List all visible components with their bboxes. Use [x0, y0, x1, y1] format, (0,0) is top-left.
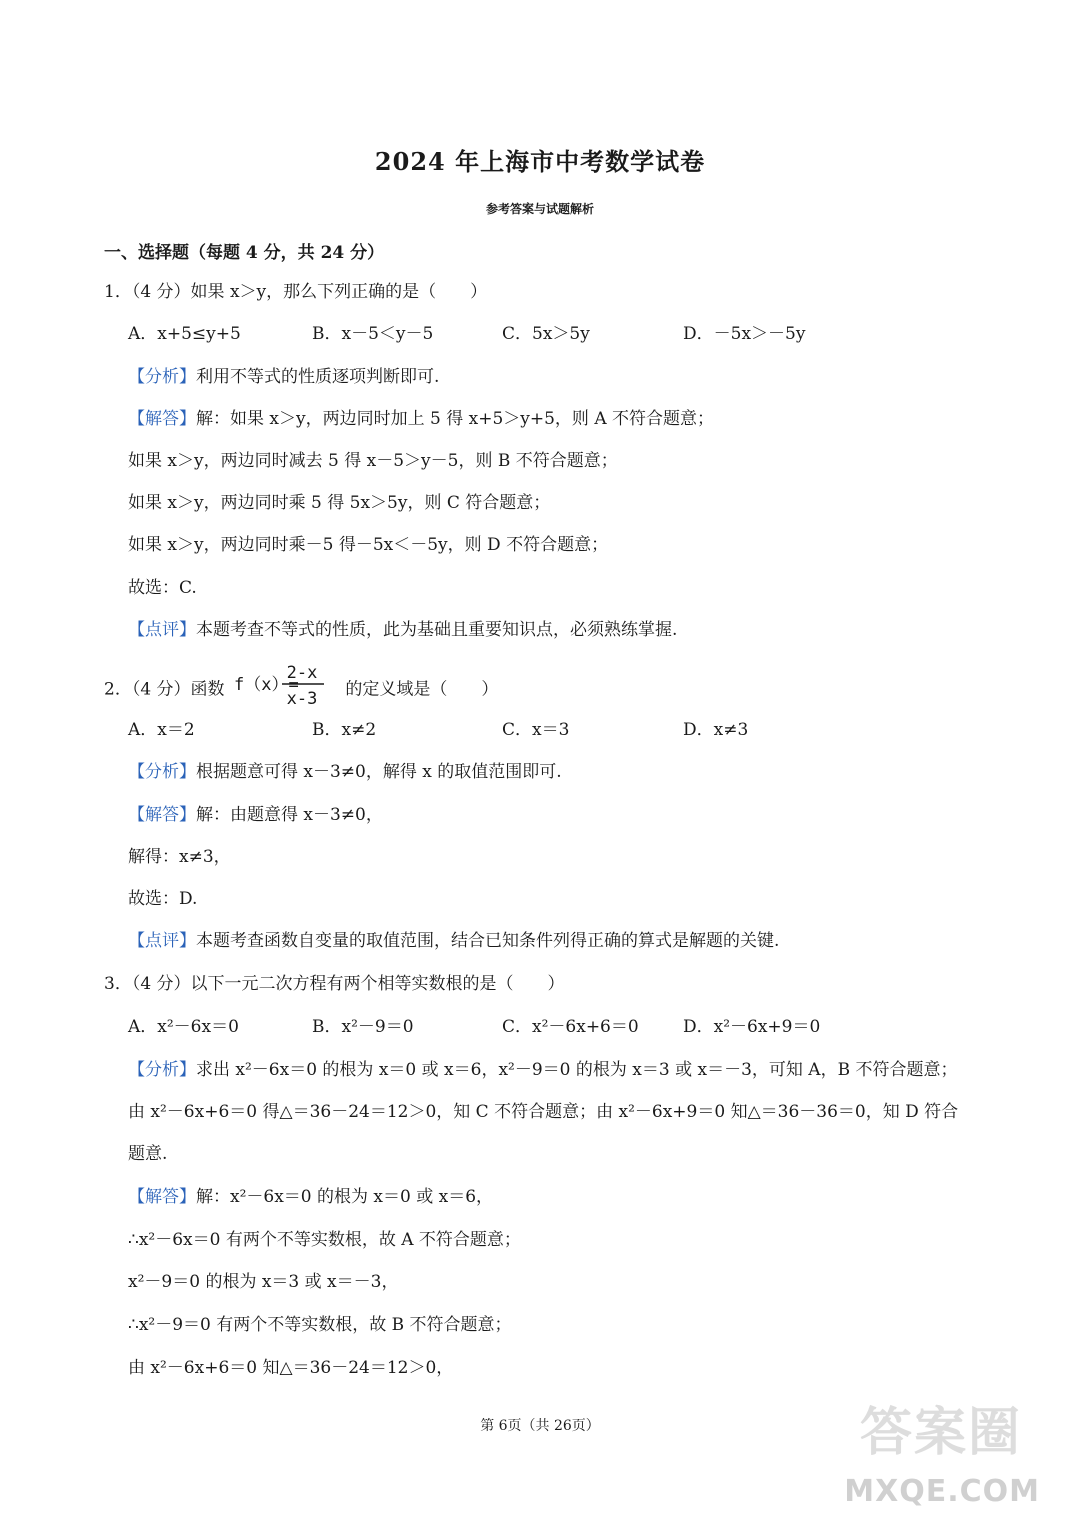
q3-analysis-line: 由 x²－6x+6＝0 得△＝36－24＝12＞0，知 C 不符合题意；由 x²－6x+9＝0 知△＝36－36＝0，知 D 符合: [128, 1102, 959, 1122]
q3-analysis: [128, 1058, 957, 1082]
comment-tag: 【点评】: [128, 931, 196, 951]
q3-solution-line: ∴x²－9＝0 有两个不等实数根，故 B 不符合题意；: [128, 1315, 512, 1335]
analysis-tag: 【分析】: [128, 762, 196, 782]
formula-left: f（x）=: [233, 675, 299, 695]
q2-option-a: A．x＝2: [128, 720, 195, 740]
question-1-options: [0, 322, 1080, 346]
q3-analysis-line: 题意.: [128, 1144, 168, 1164]
q3-solution: [128, 1185, 493, 1209]
q3-solution-line: ∴x²－6x＝0 有两个不等实数根，故 A 不符合题意；: [128, 1230, 521, 1250]
question-1-stem: 1．（4 分）如果 x＞y，那么下列正确的是（ ）: [104, 282, 488, 302]
q1-solution: [128, 407, 714, 431]
watermark-logo: 答案圈: [859, 1403, 1022, 1463]
question-3-stem: 3．（4 分）以下一元二次方程有两个相等实数根的是（ ）: [104, 974, 565, 994]
comment-tag: 【点评】: [128, 620, 196, 640]
section-heading: 一、选择题（每题 4 分，共 24 分）: [104, 243, 385, 263]
q2-option-b: B．x≠2: [312, 720, 377, 740]
comment-text: 本题考查函数自变量的取值范围，结合已知条件列得正确的算式是解题的关键.: [196, 931, 780, 951]
q1-solution-line: 如果 x＞y，两边同时乘－5 得－5x＜－5y，则 D 不符合题意；: [128, 535, 609, 555]
solution-text: 解：由题意得 x－3≠0，: [196, 805, 383, 825]
formula-numerator: 2-x: [286, 663, 318, 683]
q2-option-d: D．x≠3: [683, 720, 749, 740]
formula-denominator: x-3: [286, 689, 318, 708]
q2-stem-suffix: 的定义域是（ ）: [345, 679, 499, 700]
solution-tag: 【解答】: [128, 409, 196, 429]
q1-comment: [128, 618, 677, 642]
analysis-text: 利用不等式的性质逐项判断即可.: [196, 367, 440, 387]
q1-option-a: A．x+5≤y+5: [128, 324, 241, 344]
q2-option-c: C．x＝3: [502, 720, 570, 740]
question-3-options: [0, 1015, 1080, 1039]
analysis-tag: 【分析】: [128, 1060, 196, 1080]
q2-stem-prefix: 2．（4 分）函数: [104, 679, 225, 700]
q1-solution-line: 如果 x＞y，两边同时乘 5 得 5x＞5y，则 C 符合题意；: [128, 493, 551, 513]
document-subtitle: 参考答案与试题解析: [485, 202, 594, 216]
q2-solution: [128, 803, 383, 827]
solution-tag: 【解答】: [128, 805, 196, 825]
q1-option-d: D．－5x＞－5y: [683, 324, 806, 344]
analysis-tag: 【分析】: [128, 367, 196, 387]
analysis-text: 根据题意可得 x－3≠0，解得 x 的取值范围即可.: [196, 762, 562, 782]
question-2-options: [0, 718, 1080, 742]
page-footer: 第 6页（共 26页）: [480, 1418, 600, 1434]
watermark: [844, 1403, 1062, 1519]
comment-text: 本题考查不等式的性质，此为基础且重要知识点，必须熟练掌握.: [196, 620, 678, 640]
q1-option-c: C．5x＞5y: [502, 324, 590, 344]
q3-option-d: D．x²－6x+9＝0: [683, 1017, 821, 1037]
document-title: 2024 年上海市中考数学试卷: [374, 147, 706, 176]
q1-option-b: B．x－5＜y－5: [312, 324, 434, 344]
solution-text: 解：如果 x＞y，两边同时加上 5 得 x+5＞y+5，则 A 不符合题意；: [196, 409, 715, 429]
q1-solution-line: 如果 x＞y，两边同时减去 5 得 x－5＞y－5，则 B 不符合题意；: [128, 451, 618, 471]
q2-answer: 故选：D.: [128, 889, 198, 909]
q2-solution-line: 解得：x≠3，: [128, 847, 231, 867]
question-2-stem: [104, 662, 498, 706]
q2-comment: [128, 929, 779, 953]
q3-solution-line: 由 x²－6x+6＝0 知△＝36－24＝12＞0，: [128, 1358, 454, 1378]
q3-option-a: A．x²－6x＝0: [128, 1017, 239, 1037]
q3-option-c: C．x²－6x+6＝0: [502, 1017, 639, 1037]
watermark-site: MXQE.COM: [844, 1474, 1040, 1509]
solution-tag: 【解答】: [128, 1187, 196, 1207]
q3-solution-line: x²－9＝0 的根为 x＝3 或 x＝－3，: [128, 1272, 399, 1292]
q1-analysis: [128, 365, 439, 389]
q1-answer: 故选：C.: [128, 578, 197, 598]
solution-text: 解：x²－6x＝0 的根为 x＝0 或 x＝6，: [196, 1187, 494, 1207]
analysis-text: 求出 x²－6x＝0 的根为 x＝0 或 x＝6，x²－9＝0 的根为 x＝3 或 x＝－3，可知 A，B 不符合题意；: [196, 1060, 958, 1080]
q2-analysis: [128, 760, 562, 784]
q3-option-b: B．x²－9＝0: [312, 1017, 414, 1037]
function-formula: [232, 662, 338, 718]
